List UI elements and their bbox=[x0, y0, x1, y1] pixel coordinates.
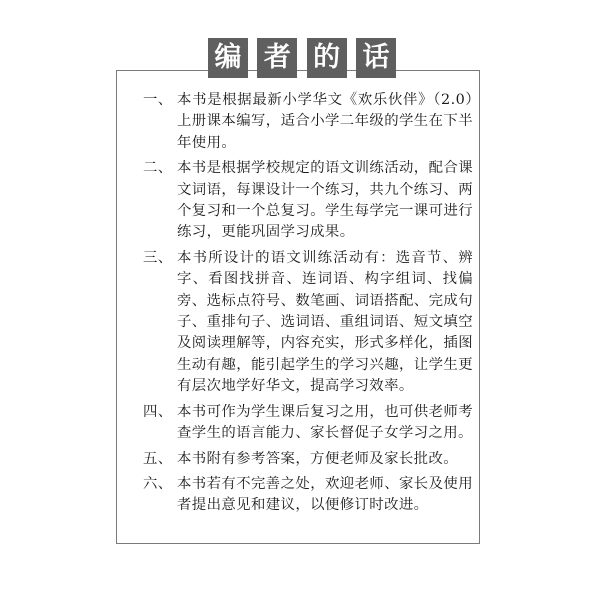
list-item bbox=[143, 402, 473, 445]
item-number: 三、 bbox=[143, 249, 173, 266]
list-item bbox=[143, 449, 473, 470]
list-item bbox=[143, 90, 473, 154]
title-char: 话 bbox=[356, 38, 396, 78]
title-char: 者 bbox=[257, 38, 297, 78]
list-item bbox=[143, 158, 473, 244]
item-number: 二、 bbox=[143, 160, 173, 177]
list-item bbox=[143, 248, 473, 398]
item-number: 一、 bbox=[143, 92, 173, 108]
item-text: 本书所设计的语文训练活动有：选音节、辨字、看图找拼音、连词语、构字组词、找偏旁、选标点符号、数笔画、词语搭配、完成句子、重排句子、选词语、重组词语、短文填空及阅读理解等，内容充实，形式多样化，插图生动有趣，能引起学生的学习兴趣，让学生更有层次地学好华文，提高学习效率。 bbox=[177, 249, 473, 395]
item-number: 四、 bbox=[143, 403, 173, 420]
item-number: 五、 bbox=[143, 450, 173, 467]
item-text: 本书可作为学生课后复习之用，也可供老师考查学生的语言能力、家长督促子女学习之用。 bbox=[177, 403, 473, 442]
notes-list bbox=[143, 90, 473, 521]
list-item bbox=[143, 474, 473, 517]
item-text: 本书附有参考答案，方便老师及家长批改。 bbox=[177, 450, 459, 467]
page-title bbox=[208, 38, 396, 78]
title-char: 的 bbox=[307, 38, 347, 78]
item-text: 本书若有不完善之处，欢迎老师、家长及使用者提出意见和建议，以便修订时改进。 bbox=[177, 475, 473, 514]
item-text: 本书是根据最新小学华文《欢乐伙伴》（2.0）上册课本编写，适合小学二年级的学生在下半年使用。 bbox=[177, 92, 473, 151]
title-char: 编 bbox=[208, 38, 248, 78]
item-number: 六、 bbox=[143, 475, 173, 492]
item-text: 本书是根据学校规定的语文训练活动，配合课文词语，每课设计一个练习，共九个练习、两个复习和一个总复习。学生每学完一课可进行练习，更能巩固学习成果。 bbox=[177, 160, 473, 241]
